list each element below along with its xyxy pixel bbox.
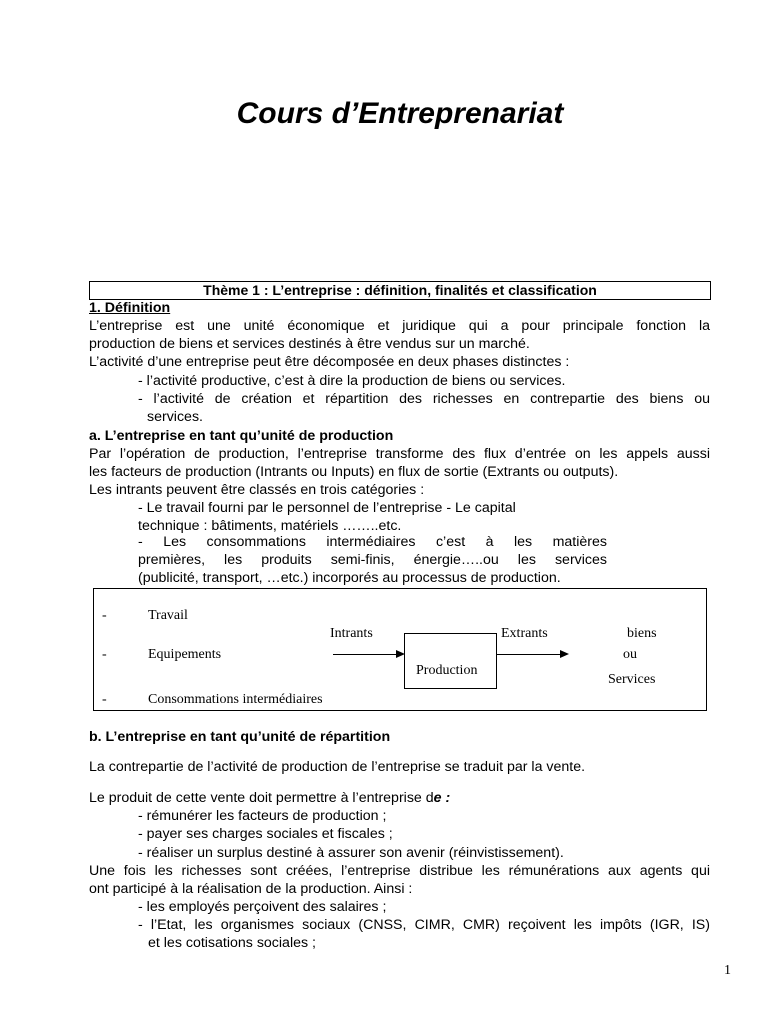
definition-line-2: production de biens et services destinés à être vendus sur un marché. xyxy=(89,336,530,352)
phase-bullet-2-line-1: - l’activité de création et répartition des richesses en contrepartie des biens ou xyxy=(138,391,710,407)
production-box xyxy=(404,633,497,689)
distribution-item-5-line-2: et les cotisations sociales ; xyxy=(148,935,316,951)
diagram-output-ou: ou xyxy=(623,647,637,662)
section-a-line-2: les facteurs de production (Intrants ou Inputs) en flux de sortie (Extrants ou outputs). xyxy=(89,464,619,480)
diagram-output-biens: biens xyxy=(627,626,657,641)
distribution-item-4: - les employés perçoivent des salaires ; xyxy=(138,899,387,915)
diagram-output-services: Services xyxy=(608,672,656,687)
document-title: Cours d’Entreprenariat xyxy=(236,97,564,130)
diagram-production-label: Production xyxy=(416,663,478,678)
section-b-para-3-line-1: Une fois les richesses sont créées, l’entreprise distribue les rémunérations aux agents qui xyxy=(89,863,710,879)
category-2-line-3: (publicité, transport, …etc.) incorporés au processus de production. xyxy=(138,570,561,586)
diagram-intrants-label: Intrants xyxy=(330,626,373,641)
diagram-input-consommations: Consommations intermédiaires xyxy=(148,692,323,707)
diagram-input-equipements: Equipements xyxy=(148,647,222,662)
section-b-para-3-line-2: ont participé à la réalisation de la production. Ainsi : xyxy=(89,881,413,897)
phase-bullet-1: - l’activité productive, c’est à dire la production de biens ou services. xyxy=(138,373,566,389)
distribution-item-3: - réaliser un surplus destiné à assurer son avenir (réinvistissement). xyxy=(138,845,564,861)
extrants-arrow-head xyxy=(560,650,569,658)
section-1-heading: 1. Définition xyxy=(89,300,171,316)
diagram-dash-3: - xyxy=(102,692,107,707)
distribution-item-5-line-1: - l’Etat, les organismes sociaux (CNSS, CIMR, CMR) reçoivent les impôts (IGR, IS) xyxy=(138,917,710,933)
section-b-para-1: La contrepartie de l’activité de production de l’entreprise se traduit par la vente. xyxy=(89,759,586,775)
category-2-line-2: premières, les produits semi-finis, énergie…..ou les services xyxy=(138,552,607,568)
section-b-para-2-start: Le produit de cette vente doit permettre à l’entreprise d xyxy=(89,790,434,806)
diagram-extrants-label: Extrants xyxy=(501,626,548,641)
distribution-item-1: - rémunérer les facteurs de production ; xyxy=(138,808,387,824)
section-a-line-1: Par l’opération de production, l’entreprise transforme des flux d’entrée on les appels aussi xyxy=(89,446,710,462)
diagram-dash-2: - xyxy=(102,647,107,662)
section-b-para-2 xyxy=(89,789,710,807)
theme-heading-box: Thème 1 : L’entreprise : définition, finalités et classification xyxy=(89,281,711,300)
page-number: 1 xyxy=(724,963,731,978)
definition-line-1: L’entreprise est une unité économique et juridique qui a pour principale fonction la xyxy=(89,318,710,334)
section-b-heading: b. L’entreprise en tant qu’unité de répartition xyxy=(89,729,391,745)
phases-intro: L’activité d’une entreprise peut être décomposée en deux phases distinctes : xyxy=(89,354,570,370)
category-1-line-2: technique : bâtiments, matériels ……..etc. xyxy=(138,518,402,534)
category-2-line-1: - Les consommations intermédiaires c’est à les matières xyxy=(138,534,607,550)
distribution-item-2: - payer ses charges sociales et fiscales ; xyxy=(138,826,393,842)
extrants-arrow-line xyxy=(496,654,560,655)
section-a-heading: a. L’entreprise en tant qu’unité de production xyxy=(89,428,394,444)
category-1-line-1: - Le travail fourni par le personnel de l’entreprise - Le capital xyxy=(138,500,516,516)
phase-bullet-2-line-2: services. xyxy=(147,409,203,425)
section-b-para-2-end: e : xyxy=(433,790,451,806)
intrants-arrow-line xyxy=(333,654,397,655)
diagram-input-travail: Travail xyxy=(148,608,188,623)
section-a-line-3: Les intrants peuvent être classés en trois catégories : xyxy=(89,482,425,498)
diagram-dash-1: - xyxy=(102,608,107,623)
